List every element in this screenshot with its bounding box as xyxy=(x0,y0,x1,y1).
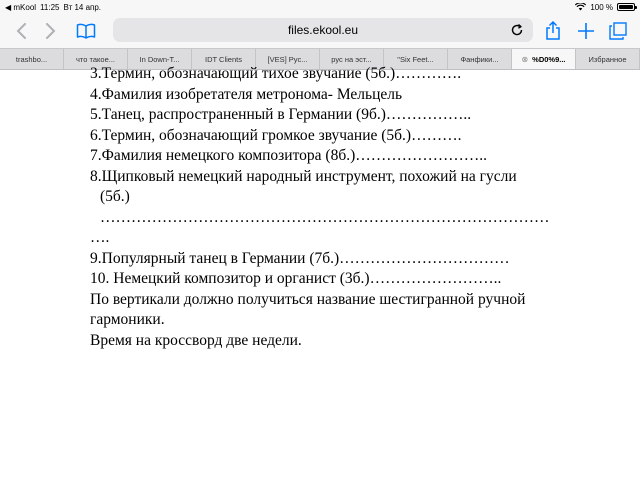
document-line: 7.Фамилия немецкого композитора (8б.)…………………….. xyxy=(90,147,488,164)
document-line: 10. Немецкий композитор и органист (3б.)…………………….. xyxy=(90,270,502,287)
tab-label: "Six Feet... xyxy=(397,54,434,64)
url-text: files.ekool.eu xyxy=(287,23,359,37)
tab-label: trashbo... xyxy=(15,54,48,64)
date-label: Вт 14 апр. xyxy=(63,2,102,12)
document-line: 9.Популярный танец в Германии (7б.)…………………………… xyxy=(90,249,510,267)
time-label: 11:25 xyxy=(40,2,60,12)
forward-button[interactable] xyxy=(38,19,62,43)
tabs-overview-button[interactable] xyxy=(606,19,630,43)
reload-icon[interactable] xyxy=(509,22,525,38)
document-line: 8.Щипковый немецкий народный инструмент, похожий на гусли xyxy=(90,167,517,185)
chevron-right-icon xyxy=(44,23,56,39)
document-line: По вертикали должно получиться название шестигранной ручной xyxy=(90,290,526,308)
battery-icon xyxy=(617,3,635,11)
tab-label: In Down-T... xyxy=(139,54,180,64)
tab-label: [VES] Рус... xyxy=(267,54,308,64)
tab-label: что такое... xyxy=(76,54,115,64)
carrier-label: ◀ mKool xyxy=(5,2,37,12)
battery-label: 100 % xyxy=(590,2,613,12)
document-line: …………………………………………………………………………… xyxy=(100,208,550,226)
document-line: …. xyxy=(90,229,110,246)
chevron-left-icon xyxy=(16,23,28,39)
document-line: гармоники. xyxy=(90,311,165,328)
document-line: 5.Танец, распространенный в Германии (9б.)…………….. xyxy=(90,106,472,123)
share-icon xyxy=(545,21,561,41)
tab-label: %D0%9... xyxy=(532,54,566,64)
document-line: (5б.) xyxy=(100,188,130,205)
document-line: Время на кроссворд две недели. xyxy=(90,331,302,349)
share-button[interactable] xyxy=(541,19,565,43)
address-bar[interactable] xyxy=(113,18,533,42)
status-bar xyxy=(0,0,640,14)
plus-icon xyxy=(577,22,595,40)
tabs-icon xyxy=(609,22,627,40)
wifi-icon xyxy=(575,3,586,11)
tab-label: рус на эст... xyxy=(331,54,372,64)
document-line: 6.Термин, обозначающий громкое звучание (5б.)………. xyxy=(90,126,462,144)
document-content xyxy=(90,65,630,351)
tab-label: IDT Clients xyxy=(205,54,242,64)
browser-toolbar xyxy=(0,14,640,48)
document-line: 3.Термин, обозначающий тихое звучание (5б.)…………. xyxy=(90,65,462,82)
tab-label: Фанфики... xyxy=(460,54,499,64)
book-icon xyxy=(76,23,96,39)
bookmarks-button[interactable] xyxy=(74,19,98,43)
tab-item[interactable] xyxy=(0,49,64,69)
tab-label: Избранное xyxy=(588,54,627,64)
back-button[interactable] xyxy=(10,19,34,43)
document-line: 4.Фамилия изобретателя метронома- Мельцель xyxy=(90,85,403,103)
close-tab-icon[interactable]: ⊗ xyxy=(521,54,529,64)
new-tab-button[interactable] xyxy=(574,19,598,43)
